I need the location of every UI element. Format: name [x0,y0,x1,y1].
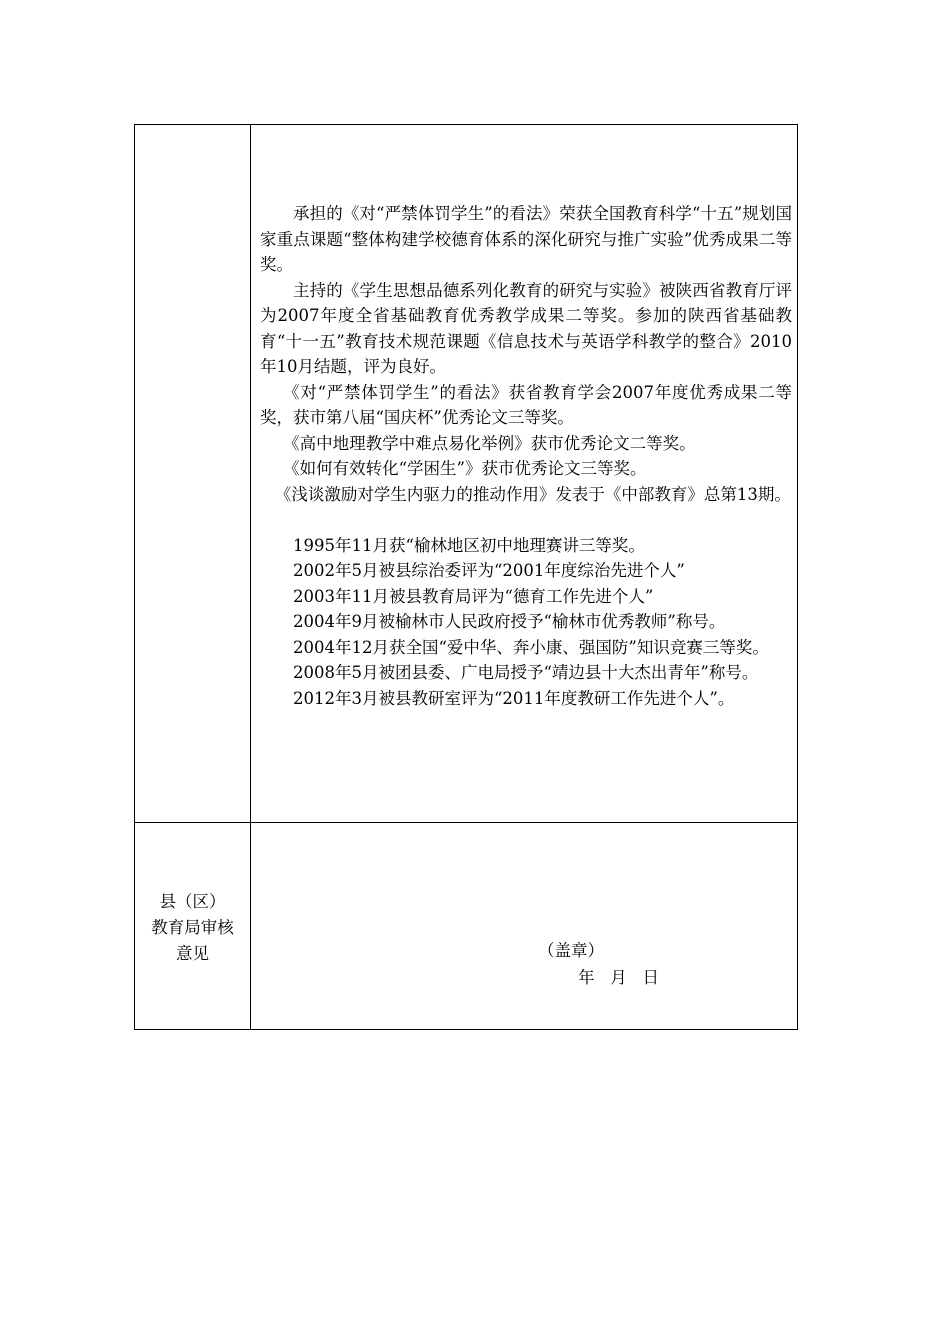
review-label-line: 县（区） [159,892,226,911]
honor-item: 2003年11月被县教育局评为“德育工作先进个人” [293,586,654,606]
spacer [260,507,792,533]
research-item: 《高中地理教学中难点易化举例》获市优秀论文二等奖。 [283,433,696,453]
review-label [135,889,250,967]
honor-item: 2004年12月获全国“爱中华、奔小康、强国防”知识竞赛三等奖。 [293,637,769,657]
column-divider [250,125,251,1029]
row-divider [135,822,797,823]
date-text: 年 月 日 [578,968,659,987]
research-item: 《如何有效转化“学困生”》获市优秀论文三等奖。 [283,459,647,478]
review-label-line: 意见 [176,944,209,963]
honor-item: 2004年9月被榆林市人民政府授予“榆林市优秀教师”称号。 [293,612,726,631]
seal-text: （盖章） [538,941,604,960]
research-item: 承担的《对“严禁体罚学生”的看法》荣获全国教育科学“十五”规划国家重点课题“整体构建学校德育体系的深化研究与推广实验”优秀成果二等奖。 [260,204,792,274]
research-item: 《对“严禁体罚学生”的看法》获省教育学会2007年度优秀成果二等奖，获市第八届“国庆杯”优秀论文三等奖。 [260,382,792,427]
achievements-cell [260,201,792,711]
honor-item: 2002年5月被县综治委评为“2001年度综治先进个人” [293,561,685,580]
research-item: 《浅谈激励对学生内驱力的推动作用》发表于《中部教育》总第13期。 [274,484,791,504]
research-item: 主持的《学生思想品德系列化教育的研究与实验》被陕西省教育厅评为2007年度全省基础教育优秀教学成果二等奖。参加的陕西省基础教育“十一五”教育技术规范课题《信息技术与英语学科教学的整合》2010年10月结题，评为良好。 [260,280,792,376]
honor-item: 2012年3月被县教研室评为“2011年度教研工作先进个人”。 [293,688,735,708]
honor-item: 1995年11月获“榆林地区初中地理赛讲三等奖。 [293,535,645,555]
review-label-line: 教育局审核 [151,918,234,937]
form-table [134,124,798,1030]
honor-item: 2008年5月被团县委、广电局授予“靖边县十大杰出青年”称号。 [293,663,759,682]
